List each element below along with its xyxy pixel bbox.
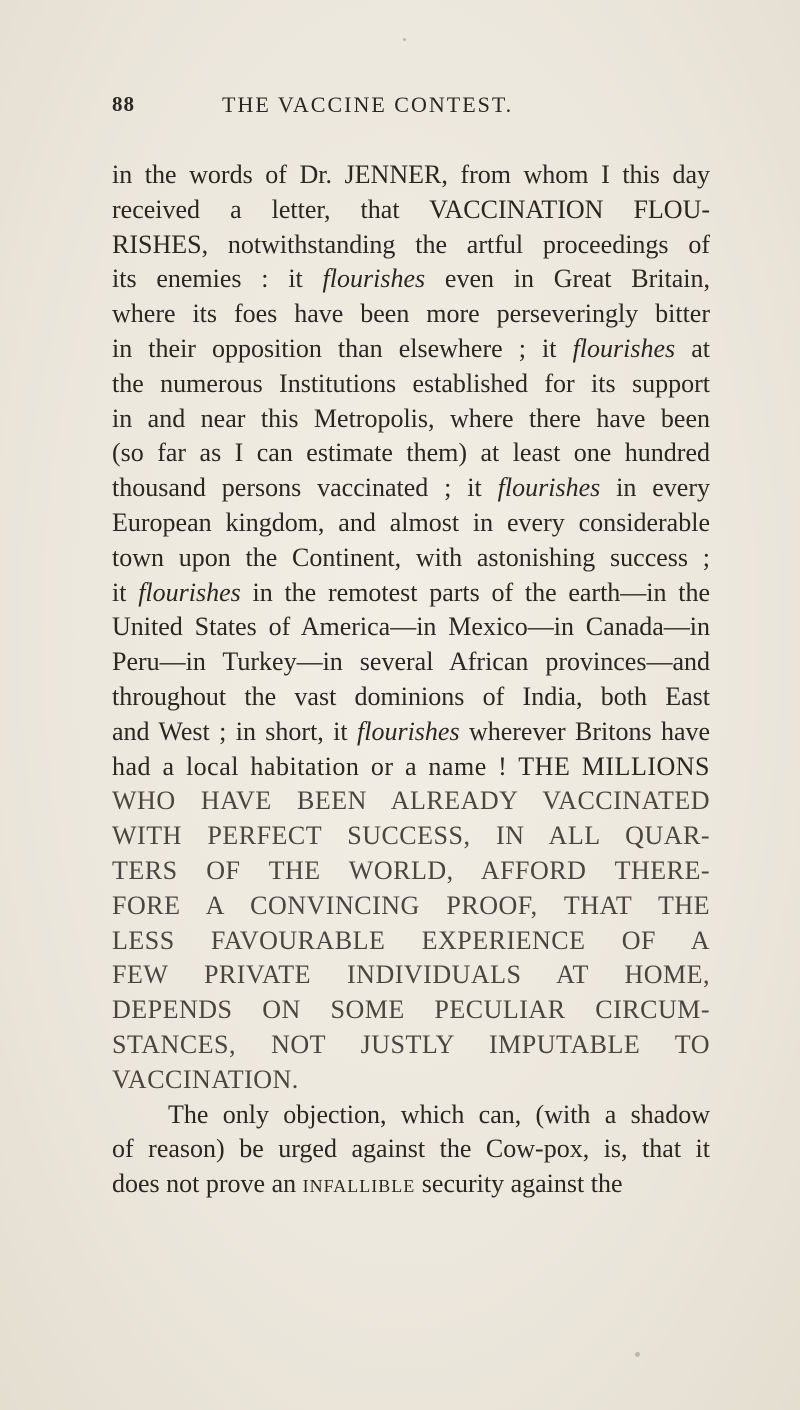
- text-line: RISHES, notwithstanding the artful proceedings of: [112, 229, 710, 259]
- text-line: Peru—in Turkey—in several African provinces—and: [112, 647, 710, 677]
- text-line: [112, 715, 710, 750]
- italic-word: flourishes: [572, 333, 676, 363]
- text-segment: in their opposition than elsewhere ; it: [112, 333, 557, 363]
- italic-word: flourishes: [322, 264, 426, 294]
- text-line: in and near this Metropolis, where there have been: [112, 403, 710, 433]
- page-number: 88: [112, 92, 135, 116]
- text-line: WHO HAVE BEEN ALREADY VACCINATED: [112, 786, 710, 816]
- italic-word: flourishes: [138, 577, 241, 607]
- text-line: in the words of Dr. JENNER, from whom I this day: [112, 160, 710, 189]
- page-header: [112, 92, 672, 128]
- text-line: FORE A CONVINCING PROOF, THAT THE: [112, 890, 710, 920]
- text-line: [112, 576, 710, 611]
- text-segment: wherever Britons have: [468, 716, 711, 746]
- text-segment: even in Great Britain,: [444, 264, 710, 294]
- ink-speck: [403, 38, 406, 41]
- text-line: [112, 332, 710, 367]
- text-line: LESS FAVOURABLE EXPERIENCE OF A: [112, 925, 710, 955]
- text-line: [112, 1167, 710, 1202]
- text-segment: at: [691, 333, 710, 363]
- text-line: had a local habitation or a name ! THE MILLIONS: [112, 751, 710, 781]
- text-line: throughout the vast dominions of India, both East: [112, 681, 710, 711]
- text-line: FEW PRIVATE INDIVIDUALS AT HOME,: [112, 960, 710, 990]
- text-segment: it: [112, 577, 127, 607]
- running-head: THE VACCINE CONTEST.: [222, 92, 514, 117]
- text-line: VACCINATION.: [112, 1064, 299, 1094]
- smallcaps-word: infallible: [302, 1169, 416, 1199]
- text-line: [112, 471, 710, 506]
- text-line: received a letter, that VACCINATION FLOU-: [112, 194, 710, 224]
- text-line: STANCES, NOT JUSTLY IMPUTABLE TO: [112, 1029, 710, 1059]
- text-line: [112, 262, 710, 297]
- text-line: TERS OF THE WORLD, AFFORD THERE-: [112, 855, 710, 885]
- italic-word: flourishes: [497, 473, 601, 503]
- text-line: WITH PERFECT SUCCESS, IN ALL QUAR-: [112, 821, 710, 851]
- text-segment: thousand persons vaccinated ; it: [112, 473, 482, 503]
- text-line: The only objection, which can, (with a shadow: [168, 1099, 710, 1129]
- text-line: of reason) be urged against the Cow-pox, is, that it: [112, 1134, 710, 1164]
- text-line: the numerous Institutions established for its support: [112, 368, 710, 398]
- text-line: European kingdom, and almost in every considerable: [112, 507, 710, 537]
- text-segment: security against the: [421, 1169, 623, 1199]
- italic-word: flourishes: [357, 716, 460, 746]
- text-line: town upon the Continent, with astonishing success ;: [112, 542, 710, 572]
- text-segment: in the remotest parts of the earth—in the: [252, 577, 711, 607]
- text-segment: does not prove an: [112, 1169, 297, 1199]
- text-line: DEPENDS ON SOME PECULIAR CIRCUM-: [112, 995, 710, 1025]
- ink-speck: [635, 1352, 640, 1357]
- text-segment: and West ; in short, it: [112, 716, 348, 746]
- text-segment: in every: [616, 473, 711, 503]
- text-segment: its enemies : it: [112, 264, 303, 294]
- text-line: where its foes have been more perseveringly bitter: [112, 299, 710, 329]
- text-line: (so far as I can estimate them) at least one hundred: [112, 438, 710, 468]
- body-text: [112, 158, 710, 1202]
- text-line: United States of America—in Mexico—in Canada—in: [112, 612, 710, 642]
